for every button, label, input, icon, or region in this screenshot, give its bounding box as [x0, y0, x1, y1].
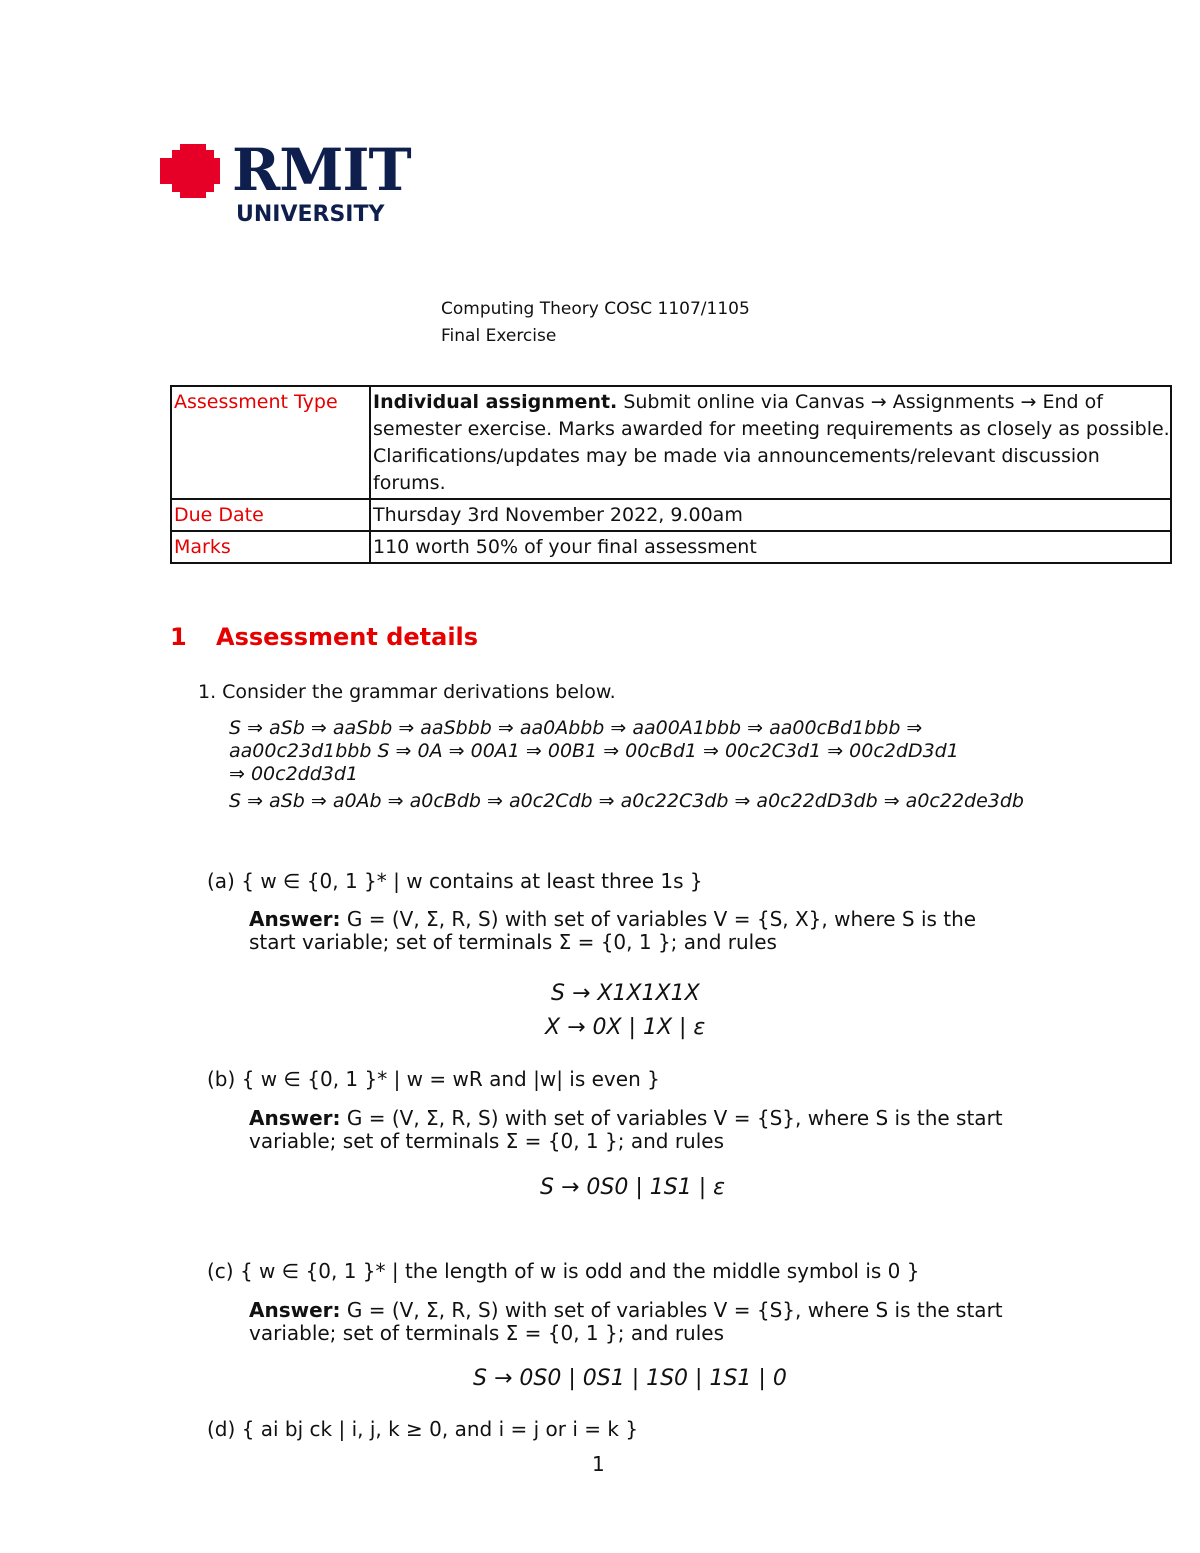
- logo-wordmark: RMIT: [232, 136, 411, 204]
- grammar-rule: S → 0S0 | 1S1 | ε: [540, 1175, 725, 1200]
- answer-text: G = (V, Σ, R, S) with set of variables V = {S}, where S is the start: [340, 1298, 1003, 1322]
- answer-text: variable; set of terminals Σ = {0, 1 }; and rules: [249, 1129, 724, 1153]
- part-label: (c): [207, 1259, 234, 1283]
- logo-subtitle: UNIVERSITY: [236, 202, 385, 227]
- section-number: 1: [170, 623, 187, 651]
- language-definition: { w ∈ {0, 1 }* | w = wR and |w| is even }: [241, 1067, 660, 1091]
- derivation-line: S ⇒ aSb ⇒ aaSbb ⇒ aaSbbb ⇒ aa0Abbb ⇒ aa00A1bbb ⇒ aa00cBd1bbb ⇒: [229, 717, 923, 739]
- rmit-logo: [160, 136, 420, 235]
- row-key: Marks: [171, 531, 370, 563]
- row-key: Due Date: [171, 499, 370, 531]
- question-text: 1. Consider the grammar derivations below.: [198, 681, 616, 703]
- section-heading: [170, 623, 478, 651]
- answer-text: start variable; set of terminals Σ = {0, 1 }; and rules: [249, 930, 777, 954]
- grammar-rule: X → 0X | 1X | ε: [545, 1015, 706, 1040]
- part-label: (d): [207, 1417, 236, 1441]
- part-a-answer: [249, 908, 1129, 954]
- part-d-language: [207, 1417, 638, 1441]
- part-b-answer: [249, 1107, 1129, 1153]
- part-c-language: [207, 1259, 919, 1283]
- assessment-info-table: [170, 385, 1172, 564]
- part-label: (a): [207, 869, 235, 893]
- answer-text: G = (V, Σ, R, S) with set of variables V = {S}, where S is the start: [340, 1106, 1003, 1130]
- derivation-line: aa00c23d1bbb S ⇒ 0A ⇒ 00A1 ⇒ 00B1 ⇒ 00cBd1 ⇒ 00c2C3d1 ⇒ 00c2dD3d1: [229, 740, 959, 762]
- document-title: Final Exercise: [441, 326, 557, 346]
- language-definition: { w ∈ {0, 1 }* | the length of w is odd and the middle symbol is 0 }: [239, 1259, 920, 1283]
- row-value: 110 worth 50% of your final assessment: [370, 531, 1171, 563]
- row-value: Thursday 3rd November 2022, 9.00am: [370, 499, 1171, 531]
- grammar-rule: S → X1X1X1X: [551, 981, 700, 1006]
- rmit-pixel-mark-icon: [160, 140, 226, 202]
- row-key: Assessment Type: [171, 386, 370, 499]
- course-title: Computing Theory COSC 1107/1105: [441, 299, 750, 319]
- row-value-text: Submit online via Canvas → Assignments → End of semester exercise. Marks awarded for meeting requirements as closely as possible. Clarifications/updates may be made via announcements/relevant discussion forums.: [373, 391, 1170, 494]
- answer-label: Answer:: [249, 1298, 341, 1322]
- part-a-language: [207, 869, 703, 893]
- table-row: [171, 386, 1171, 499]
- answer-label: Answer:: [249, 907, 341, 931]
- table-row: [171, 531, 1171, 563]
- answer-text: G = (V, Σ, R, S) with set of variables V = {S, X}, where S is the: [340, 907, 977, 931]
- grammar-rule: S → 0S0 | 0S1 | 1S0 | 1S1 | 0: [473, 1366, 787, 1391]
- language-definition: { ai bj ck | i, j, k ≥ 0, and i = j or i = k }: [241, 1417, 639, 1441]
- part-c-answer: [249, 1299, 1129, 1345]
- part-b-language: [207, 1067, 660, 1091]
- derivation-line: S ⇒ aSb ⇒ a0Ab ⇒ a0cBdb ⇒ a0c2Cdb ⇒ a0c22C3db ⇒ a0c22dD3db ⇒ a0c22de3db: [229, 790, 1024, 812]
- row-value: [370, 386, 1171, 499]
- row-value-lead: Individual assignment.: [373, 391, 618, 413]
- derivation-line: ⇒ 00c2dd3d1: [229, 763, 359, 785]
- table-row: [171, 499, 1171, 531]
- part-label: (b): [207, 1067, 236, 1091]
- language-definition: { w ∈ {0, 1 }* | w contains at least three 1s }: [241, 869, 703, 893]
- page-number: 1: [592, 1452, 605, 1476]
- section-title: Assessment details: [216, 623, 479, 651]
- answer-text: variable; set of terminals Σ = {0, 1 }; and rules: [249, 1321, 724, 1345]
- answer-label: Answer:: [249, 1106, 341, 1130]
